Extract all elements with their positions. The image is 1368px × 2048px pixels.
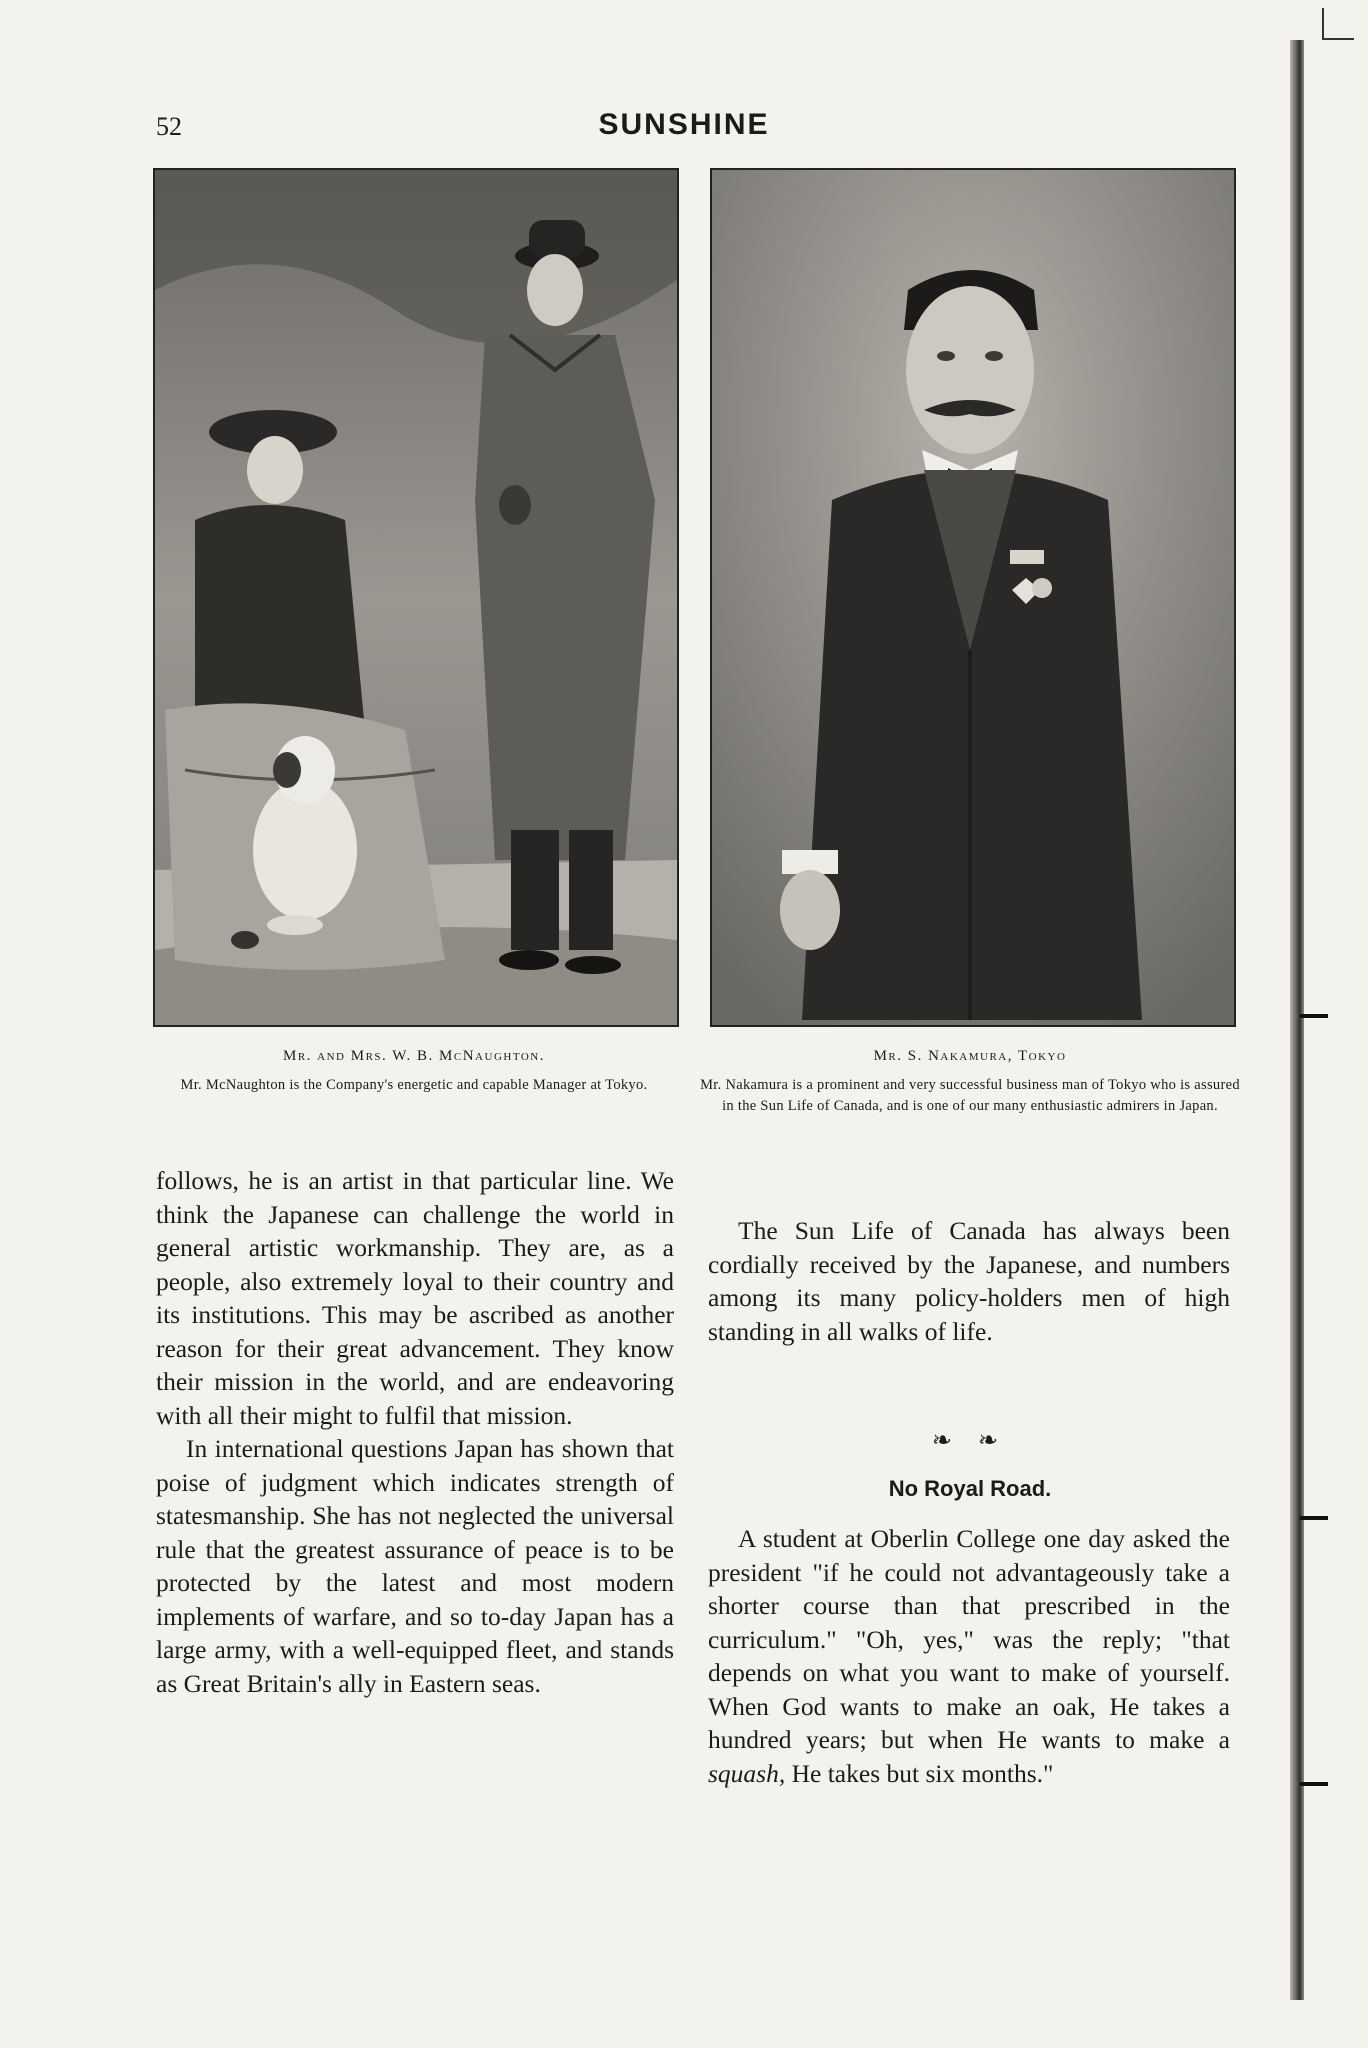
right-column-intro <box>708 1214 1230 1348</box>
page-binding-edge <box>1290 40 1304 2000</box>
caption-left <box>153 1046 675 1096</box>
story-text-part-2: He takes but six months." <box>791 1758 1054 1788</box>
story-emphasis: squash, <box>708 1758 786 1788</box>
story-text-part-1: A student at Oberlin College one day asked the president "if he could not advantageously take a shorter course than that prescribed in the curriculum." "Oh, yes," was the reply; "that depends on what you want to make of yourself. When God wants to make an oak, He takes a hundred years; but when He wants to make a <box>708 1524 1230 1754</box>
right-column-story <box>708 1522 1230 1790</box>
edge-mark <box>1300 1014 1328 1018</box>
caption-right-title: Mr. S. Nakamura, Tokyo <box>873 1048 1067 1064</box>
caption-left-title: Mr. and Mrs. W. B. McNaughton. <box>282 1048 545 1064</box>
edge-mark <box>1300 1782 1328 1786</box>
caption-left-text: Mr. McNaughton is the Company's energetic and capable Manager at Tokyo. <box>180 1077 648 1093</box>
left-paragraph-2: In international questions Japan has shown that poise of judgment which indicates strength of statesmanship. She has not neglected the universal rule that the greatest assurance of peace is to be protected by the latest and most modern implements of warfare, and so to-day Japan has a large army, with a well-equipped fleet, and stands as Great Britain's ally in Eastern seas. <box>156 1434 674 1698</box>
section-heading: No Royal Road. <box>888 1476 1052 1501</box>
caption-right <box>700 1046 1240 1117</box>
edge-mark <box>1300 1516 1328 1520</box>
caption-right-text: Mr. Nakamura is a prominent and very successful business man of Tokyo who is assured in the Sun Life of Canada, and is one of our many enthusiastic admirers in Japan. <box>700 1077 1240 1114</box>
section-divider-ornament: ❧ ❧ <box>931 1428 1009 1454</box>
photo-mcnaughton-couple <box>153 168 679 1027</box>
left-paragraph-1: follows, he is an artist in that particular line. We think the Japanese can challenge the world in general artistic workmanship. They are, as a people, also extremely loyal to their country and its institutions. This may be ascribed as another reason for their great advancement. They know their mission in the world, and are endeavoring with all their might to fulfil that mission. <box>156 1166 674 1430</box>
left-column <box>156 1164 674 1700</box>
photo-nakamura-portrait <box>710 168 1236 1027</box>
page-number: 52 <box>156 112 182 141</box>
right-paragraph-1: The Sun Life of Canada has always been cordially received by the Japanese, and numbers among its many policy-holders men of high standing in all walks of life. <box>708 1216 1230 1346</box>
story-paragraph <box>708 1522 1230 1790</box>
corner-mark <box>1322 8 1354 40</box>
running-head: SUNSHINE <box>598 108 770 141</box>
